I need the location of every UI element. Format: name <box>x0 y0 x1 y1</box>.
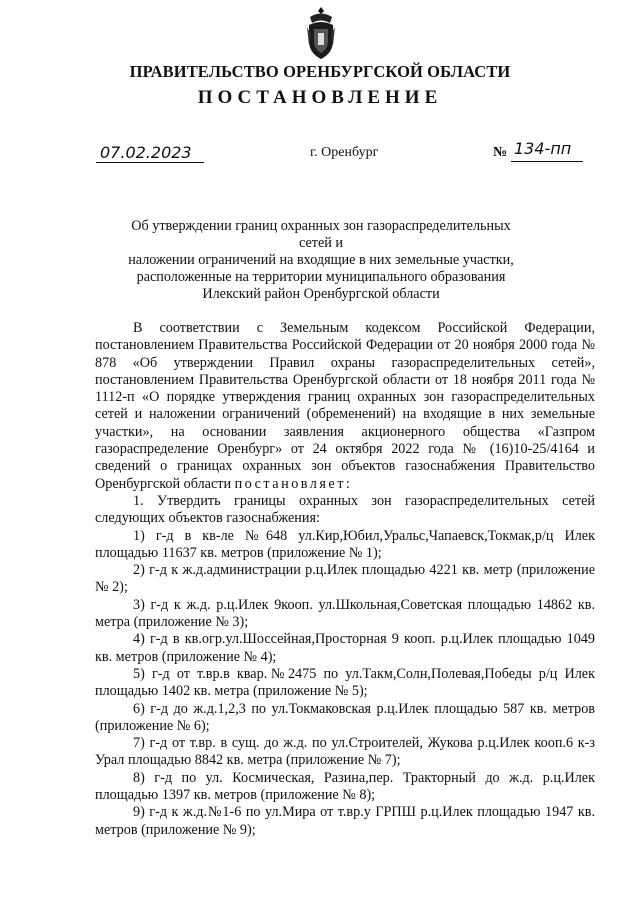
decree-body <box>95 320 595 839</box>
subitem: 7) г-д от т.вр. в сущ. до ж.д. по ул.Строителей, Жукова р.ц.Илек кооп.6 к-з Урал площадью 8842 кв. метра (приложение № 7); <box>95 735 595 769</box>
decree-date: 07.02.2023 <box>100 143 192 162</box>
number-underline <box>511 161 583 162</box>
decree-title <box>120 218 522 303</box>
city: г. Оренбург <box>310 145 379 160</box>
title-line: Об утверждении границ охранных зон газораспределительных сетей и <box>131 218 511 251</box>
coat-of-arms-emblem-icon <box>306 5 336 61</box>
document-type: ПОСТАНОВЛЕНИЕ <box>197 87 443 108</box>
title-line: наложении ограничений на входящие в них земельные участки, <box>128 252 514 268</box>
subitem: 1) г-д в кв-ле №648 ул.Кир,Юбил,Уральс,Чапаевск,Токмак,р/ц Илек площадью 11637 кв. метров (приложение № 1); <box>95 527 595 561</box>
subitem: 9) г-д к ж.д.№1-6 по ул.Мира от т.вр.у ГРПШ р.ц.Илек площадью 1947 кв. метров (приложение № 9); <box>95 804 595 838</box>
subitem: 8) г-д по ул. Космическая, Разина,пер. Тракторный до ж.д. р.ц.Илек площадью 1397 кв. метров (приложение № 8); <box>95 769 595 804</box>
subitem: 2) г-д к ж.д.администрации р.ц.Илек площадью 4221 кв. метр (приложение № 2); <box>95 562 595 596</box>
title-line: Илекский район Оренбургской области <box>202 286 440 302</box>
title-line: расположенные на территории муниципального образования <box>136 269 506 285</box>
preamble-text: В соответствии с Земельным кодексом Российской Федерации, постановлением Правительства Российской Федерации от 20 ноября 2000 года № 878 «Об утверждении Правил охраны газораспределительных сетей», постановлением Правительства Оренбургской области от 18 ноября 2011 года № 1112-п «О порядке утверждения границ охранных зон газораспределительных сетей и наложении ограничений (обременений) на входящие в них земельные участки», на основании заявления акционерного общества «Газпром газораспределение Оренбург» от 24 октября 2022 года № (16)10-25/4164 и сведений о границах охранных зон объектов газоснабжения Правительство Оренбургской области <box>95 320 595 492</box>
subitem: 3) г-д к ж.д. р.ц.Илек 9кооп. ул.Школьная,Советская площадью 14862 кв. метра (приложение № 3); <box>95 596 595 631</box>
resolves-word: постановляет: <box>234 475 353 492</box>
date-underline <box>96 162 204 163</box>
subitem: 5) г-д от т.вр.в квар.№2475 по ул.Такм,Солн,Полевая,Победы р/ц Илек площадью 1402 кв. метра (приложение № 5); <box>95 665 595 700</box>
decree-number: 134-пп <box>514 139 572 158</box>
subitem: 6) г-д до ж.д.1,2,3 по ул.Токмаковская р.ц.Илек площадью 587 кв. метров (приложение № 6); <box>95 700 595 734</box>
item-1: 1. Утвердить границы охранных зон газораспределительных сетей следующих объектов газоснабжения: <box>95 492 595 527</box>
preamble-paragraph <box>95 320 595 493</box>
subitem: 4) г-д в кв.огр.ул.Шоссейная,Просторная 9 кооп. р.ц.Илек площадью 1049 кв. метров (приложение № 4); <box>95 631 595 665</box>
number-label: № <box>493 145 508 160</box>
government-name: ПРАВИТЕЛЬСТВО ОРЕНБУРГСКОЙ ОБЛАСТИ <box>129 62 511 81</box>
